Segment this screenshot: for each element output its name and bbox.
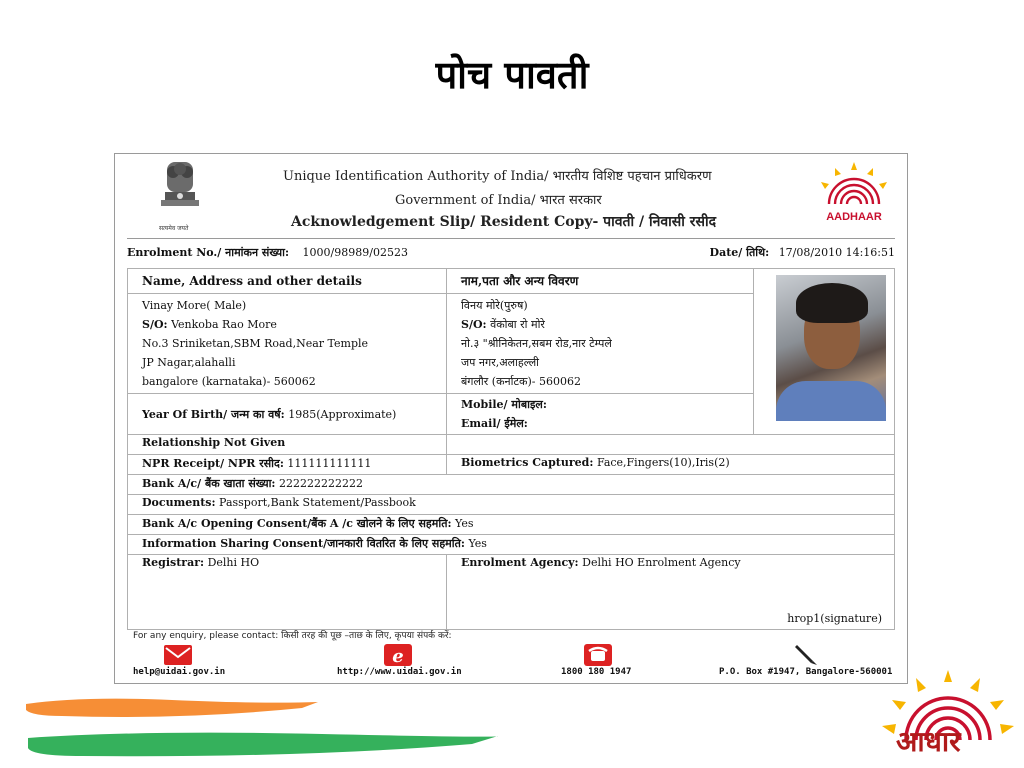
- npr-receipt: NPR Receipt/ NPR रसीद: 111111111111: [128, 455, 447, 475]
- col-header-english: Name, Address and other details: [128, 269, 447, 294]
- date-value: 17/08/2010 14:16:51: [778, 246, 895, 259]
- header-slip-title: Acknowledgement Slip/ Resident Copy- पावती / निवासी रसीद: [291, 214, 717, 230]
- aadhaar-logo-icon: [813, 162, 895, 224]
- documents: Documents: Passport,Bank Statement/Passbook: [128, 495, 895, 515]
- bank-account: Bank A/c/ बैंक खाता संख्या: 222222222222: [128, 475, 895, 495]
- header-government: Government of India/ भारत सरकार: [395, 193, 602, 208]
- resident-photo: [776, 275, 886, 421]
- enquiry-text: For any enquiry, please contact: किसी तरह की पूछ –ताछ के लिए, कृपया संपर्क करें:: [133, 631, 452, 641]
- emblem-caption: सत्यमेव जयते: [159, 225, 189, 232]
- relationship: Relationship Not Given: [128, 435, 447, 455]
- mobile-label: Mobile/ मोबाइल:: [461, 398, 547, 411]
- contact-post: P.O. Box #1947, Bangalore-560001: [719, 667, 893, 677]
- pen-icon: [791, 643, 821, 667]
- contact-fields: [447, 394, 754, 435]
- bank-consent: Bank A/c Opening Consent/बैंक A /c खोलने के लिए सहमति: Yes: [128, 515, 895, 535]
- address-line2-hindi: जप नगर,अलाहल्ली: [461, 356, 540, 369]
- divider: [127, 238, 895, 239]
- mail-icon: [163, 643, 193, 667]
- national-emblem-icon: [155, 160, 205, 230]
- svg-text:e: e: [392, 646, 404, 667]
- contact-phone: 1800 180 1947: [561, 667, 632, 677]
- contact-web[interactable]: http://www.uidai.gov.in: [337, 667, 462, 677]
- year-of-birth: Year Of Birth/ जन्म का वर्ष: 1985(Approximate): [128, 394, 447, 435]
- biometrics: Biometrics Captured: Face,Fingers(10),Iris(2): [447, 455, 895, 475]
- enrolment-number: [127, 245, 408, 260]
- address-line2-english: JP Nagar,alahalli: [142, 356, 236, 369]
- date: [710, 245, 895, 260]
- info-consent: Information Sharing Consent/जानकारी वितरित के लिए सहमति: Yes: [128, 535, 895, 555]
- col-header-hindi: नाम,पता और अन्य विवरण: [447, 269, 754, 294]
- address-english: [128, 294, 447, 394]
- enrolment-agency: Enrolment Agency: Delhi HO Enrolment Agency hrop1(signature): [447, 555, 895, 630]
- address-line3-english: bangalore (karnataka)- 560062: [142, 375, 316, 388]
- signature: hrop1(signature): [787, 612, 882, 625]
- contact-email[interactable]: help@uidai.gov.in: [133, 667, 226, 677]
- web-icon: [383, 643, 413, 667]
- father-english: S/O: Venkoba Rao More: [142, 318, 277, 331]
- details-table: [127, 268, 895, 630]
- aadhaar-logo-text: AADHAAR: [826, 211, 882, 223]
- address-line3-hindi: बंगलौर (कर्नाटक)- 560062: [461, 375, 581, 388]
- phone-icon: [583, 643, 613, 667]
- name-hindi: विनय मोरे(पुरुष): [461, 299, 528, 312]
- date-label: Date/ तिथि:: [709, 246, 770, 259]
- green-stripe: [22, 728, 502, 762]
- photo-cell: [754, 269, 895, 435]
- aadhaar-brand-text: आधार: [896, 725, 961, 758]
- slide-title: पोच पावती: [435, 53, 589, 97]
- email-label: Email/ ईमेल:: [461, 417, 528, 430]
- father-hindi: S/O: वेंकोबा रो मोरे: [461, 318, 545, 331]
- enrolment-value: 1000/98989/02523: [302, 246, 408, 259]
- address-line1-english: No.3 Sriniketan,SBM Road,Near Temple: [142, 337, 369, 350]
- registrar: Registrar: Delhi HO: [128, 555, 447, 630]
- header-authority: Unique Identification Authority of India/ भारतीय विशिष्ट पहचान प्राधिकरण: [283, 169, 712, 184]
- address-hindi: [447, 294, 754, 394]
- name-english: Vinay More( Male): [142, 299, 247, 312]
- enrolment-label: Enrolment No./ नामांकन संख्या:: [127, 246, 290, 259]
- acknowledgement-slip: [114, 153, 908, 684]
- address-line1-hindi: नो.३ "श्रीनिकेतन,सबम रोड,नार टेम्पले: [461, 337, 612, 350]
- saffron-stripe: [22, 694, 322, 724]
